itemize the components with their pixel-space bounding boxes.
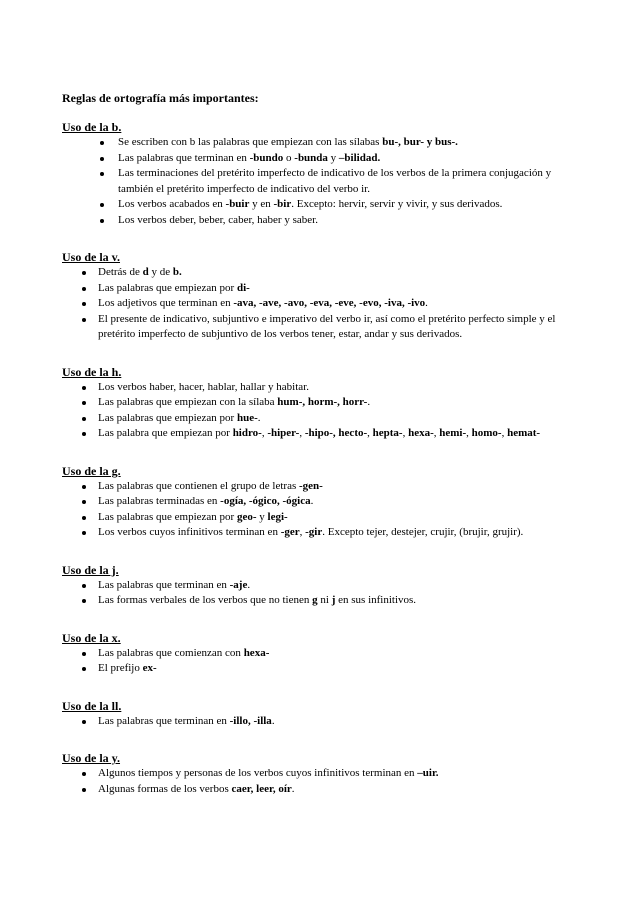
text-run: .	[367, 396, 371, 408]
text-run: ,	[299, 526, 306, 538]
list-item	[62, 479, 582, 495]
bold-text: hum-, horm-, horr-	[277, 396, 368, 408]
section-ll	[62, 699, 582, 730]
text-run: ,	[466, 427, 472, 439]
bullet-icon	[82, 417, 86, 421]
bold-text: g	[312, 594, 318, 606]
bullet-icon	[82, 401, 86, 405]
bold-text: -ogía, -ógico, -ógica	[220, 495, 311, 507]
text-run: El presente de indicativo, subjuntivo e imperativo del verbo ir, así como el pretérito perfecto simple y el pretérito imperfecto de subjuntivo de los verbos tener, estar, andar y sus derivados.	[98, 312, 556, 340]
bold-text: -ger	[280, 526, 300, 538]
text-run: .	[291, 782, 295, 795]
text-run: ,	[261, 427, 268, 439]
bullet-icon	[82, 720, 86, 724]
list-item	[62, 593, 582, 609]
text-run: y	[327, 151, 339, 164]
sections-container	[62, 120, 582, 797]
list-item	[62, 281, 582, 297]
bullet-icon	[100, 172, 104, 176]
bullet-icon	[82, 485, 86, 489]
text-run: Las palabras que empiezan por	[98, 281, 237, 294]
bullet-icon	[82, 287, 86, 291]
section-h	[62, 365, 582, 442]
list-item	[62, 525, 582, 541]
text-run: y	[256, 510, 268, 523]
bold-text: bu-, bur- y bus-.	[382, 136, 458, 148]
rule-list	[62, 766, 582, 797]
list-item	[62, 426, 582, 442]
text-run: .	[271, 714, 275, 727]
bold-text: hemi-	[439, 427, 467, 439]
rule-list	[62, 646, 582, 677]
list-item	[62, 151, 582, 167]
bold-text: ex-	[142, 662, 157, 674]
text-run: ni	[317, 594, 332, 606]
section-g	[62, 464, 582, 541]
bullet-icon	[82, 584, 86, 588]
bold-text: -bundo	[249, 151, 284, 164]
bold-text: -aje	[229, 578, 248, 591]
bullet-icon	[82, 386, 86, 390]
section-heading: Uso de la h.	[62, 364, 122, 379]
text-run: . Excepto: hervir, servir y vivir, y sus derivados.	[291, 198, 503, 210]
bold-text: –uir.	[417, 767, 439, 779]
list-item	[62, 395, 582, 411]
text-run: Los verbos cuyos infinitivos terminan en	[98, 526, 281, 538]
rule-list	[62, 265, 582, 343]
text-run: Las formas verbales de los verbos que no tienen	[98, 594, 313, 606]
bullet-icon	[82, 652, 86, 656]
text-run: Los verbos deber, beber, caber, haber y saber.	[118, 213, 318, 226]
bullet-icon	[100, 141, 104, 145]
text-run: Algunos tiempos y personas de los verbos cuyos infinitivos terminan en	[98, 767, 418, 779]
list-item	[62, 296, 582, 312]
text-run: Las palabras que comienzan con	[98, 646, 244, 659]
list-item	[62, 312, 582, 343]
section-heading: Uso de la y.	[62, 751, 121, 765]
rule-list	[62, 380, 582, 442]
text-run: Las palabras que terminan en	[98, 578, 230, 591]
list-item	[62, 494, 582, 510]
section-y	[62, 751, 582, 797]
list-item	[62, 661, 582, 677]
list-item	[62, 766, 582, 782]
text-run: Las palabras que empiezan con la sílaba	[98, 396, 278, 408]
bullet-icon	[82, 500, 86, 504]
text-run: Detrás de	[98, 266, 143, 278]
section-x	[62, 631, 582, 677]
document-title: Reglas de ortografía más importantes:	[62, 91, 259, 105]
bold-text: -hiper-	[267, 427, 300, 439]
text-run: y en	[249, 198, 274, 210]
bold-text: geo-	[236, 510, 257, 523]
text-run: Las palabras terminadas en	[98, 495, 221, 507]
section-heading: Uso de la g.	[62, 463, 121, 478]
text-run: ,	[402, 427, 409, 439]
text-run: Las palabras que contienen el grupo de letras	[98, 479, 299, 492]
section-heading: Uso de la ll.	[62, 698, 122, 713]
bold-text: -ava, -ave, -avo, -eva, -eve, -evo, -iva, -ivo	[233, 297, 426, 309]
bold-text: d	[142, 266, 149, 278]
text-run: Algunas formas de los verbos	[98, 782, 232, 795]
list-item	[62, 782, 582, 798]
bullet-icon	[82, 302, 86, 306]
bold-text: hexa-	[408, 427, 434, 439]
list-item	[62, 510, 582, 526]
list-item	[62, 166, 582, 197]
rule-list	[62, 714, 582, 730]
list-item	[62, 578, 582, 594]
list-item	[62, 197, 582, 213]
section-v	[62, 250, 582, 343]
bullet-icon	[100, 219, 104, 223]
list-item	[62, 265, 582, 281]
bullet-icon	[82, 599, 86, 603]
bold-text: -gen-	[298, 479, 323, 492]
bullet-icon	[82, 271, 86, 275]
text-run: El prefijo	[98, 662, 143, 674]
text-run: Las palabras que empiezan por	[98, 411, 237, 424]
rule-list	[62, 578, 582, 609]
section-heading: Uso de la x.	[62, 630, 121, 645]
bold-text: homo-	[471, 427, 502, 439]
text-run: o	[283, 151, 295, 164]
list-item	[62, 646, 582, 662]
rule-list	[62, 479, 582, 541]
bold-text: hidro-	[232, 427, 262, 439]
bold-text: -illo, -illa	[229, 714, 272, 727]
bold-text: di-	[236, 281, 250, 294]
text-run: Las palabras que terminan en	[118, 151, 250, 164]
list-item	[62, 213, 582, 229]
bold-text: b.	[172, 266, 182, 278]
bold-text: -bunda	[294, 151, 328, 164]
section-j	[62, 563, 582, 609]
bullet-icon	[82, 667, 86, 671]
text-run: Las palabras que terminan en	[98, 714, 230, 727]
bullet-icon	[100, 157, 104, 161]
section-b	[62, 120, 582, 228]
text-run: Se escriben con b las palabras que empiezan con las sílabas	[118, 136, 383, 148]
bold-text: caer, leer, oír	[231, 782, 292, 795]
text-run: . Excepto tejer, destejer, crujir, (brujir, grujir).	[322, 526, 524, 538]
section-heading: Uso de la v.	[62, 250, 121, 264]
text-run: Las palabra que empiezan por	[98, 427, 233, 439]
text-run: ,	[433, 427, 440, 439]
list-item	[62, 714, 582, 730]
bullet-icon	[82, 318, 86, 322]
document-page	[62, 90, 582, 819]
bold-text: hemat-	[507, 427, 541, 439]
bold-text: -gir	[305, 526, 323, 538]
bold-text: legi-	[267, 510, 288, 523]
bold-text: –bilidad.	[338, 151, 381, 164]
text-run: Los verbos haber, hacer, hablar, hallar y habitar.	[98, 380, 309, 393]
text-run: .	[425, 297, 428, 309]
bold-text: hue-	[236, 411, 258, 424]
bullet-icon	[82, 772, 86, 776]
bullet-icon	[82, 432, 86, 436]
text-run: y de	[148, 266, 173, 278]
text-run: .	[257, 411, 261, 424]
bold-text: j	[331, 594, 336, 606]
text-run: ,	[299, 427, 305, 439]
list-item	[62, 380, 582, 396]
bold-text: hexa-	[243, 646, 270, 659]
bold-text: -bir	[273, 198, 292, 210]
bold-text: -hipo-, hecto-	[304, 427, 368, 439]
text-run: Las terminaciones del pretérito imperfecto de indicativo de los verbos de la primera conjugación y también el pretérito imperfecto de indicativo del verbo ir.	[118, 167, 552, 195]
bullet-icon	[82, 516, 86, 520]
list-item	[62, 135, 582, 151]
bold-text: -buir	[225, 198, 250, 210]
text-run: Los adjetivos que terminan en	[98, 297, 234, 309]
text-run: ,	[501, 427, 508, 439]
bullet-icon	[82, 531, 86, 535]
text-run: en sus infinitivos.	[335, 594, 417, 606]
bullet-icon	[82, 788, 86, 792]
text-run: .	[247, 578, 251, 591]
bold-text: hepta-	[372, 427, 403, 439]
rule-list	[62, 135, 582, 228]
bullet-icon	[100, 203, 104, 207]
text-run: Los verbos acabados en	[118, 198, 226, 210]
section-heading: Uso de la j.	[62, 562, 119, 577]
text-run: Las palabras que empiezan por	[98, 510, 237, 523]
text-run: ,	[367, 427, 373, 439]
section-heading: Uso de la b.	[62, 120, 122, 134]
text-run: .	[310, 495, 314, 507]
list-item	[62, 411, 582, 427]
